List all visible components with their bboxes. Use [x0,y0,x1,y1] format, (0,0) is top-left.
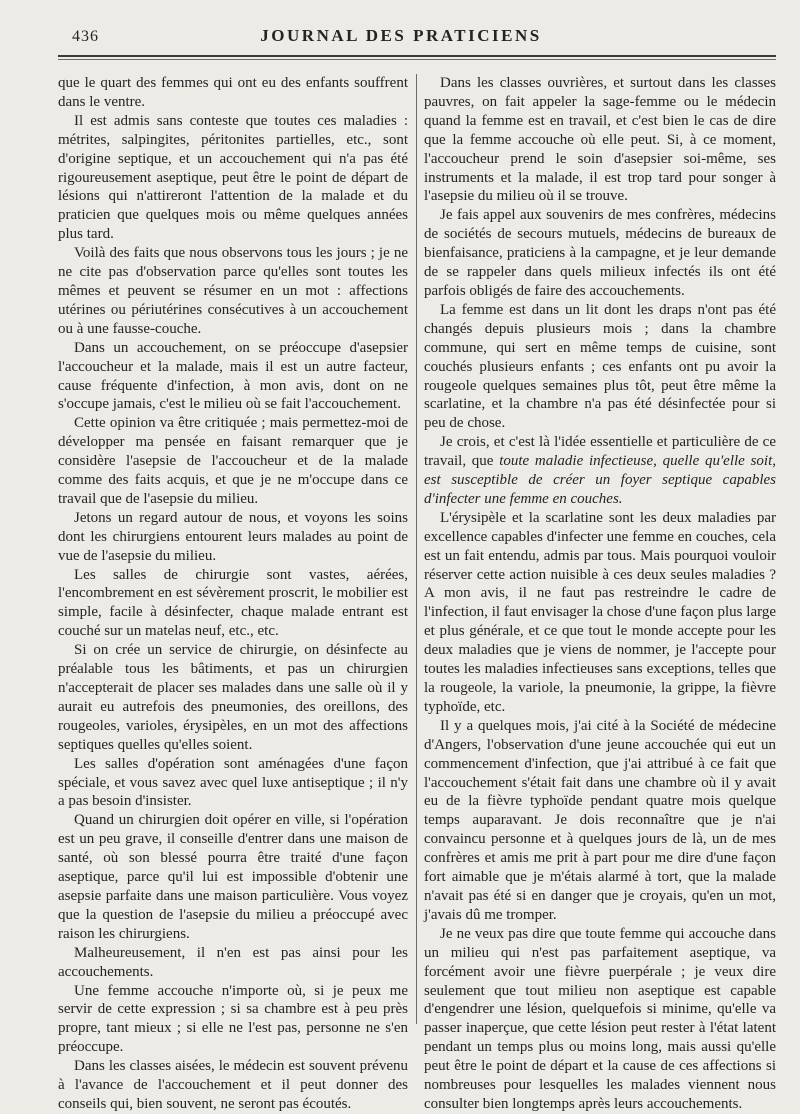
paragraph: Quand un chirurgien doit opérer en ville, si l'opération est un peu grave, il conseille d'entrer dans une maison de santé, où son blessé pourra être traité d'une façon aseptique, parce qu'il lui est impossible d'obtenir une asepsie parfaite dans une maison particulière. Vous voyez que la question de l'asepsie du milieu a préoccupé avec raison les chirurgiens. [58,812,408,942]
paragraph: Les salles de chirurgie sont vastes, aérées, l'encombrement en est sévèrement proscrit, le mobilier est simple, facile à désinfecter, chaque malade entrant est couché sur un matelas neuf, etc., etc. [58,566,408,640]
paragraph: Cette opinion va être critiquée ; mais permettez-moi de développer ma pensée en faisant remarquer que je considère l'asepsie de l'accoucheur et de la malade comme des faits acquis, et que je ne m'occupe dans ce travail que de l'asepsie du milieu. [58,415,408,507]
right-column [424,74,776,1114]
left-column [58,74,408,1114]
paragraph: Si on crée un service de chirurgie, on désinfecte au préalable tous les bâtiments, et pas un chirurgien n'accepterait de placer ses malades dans une salle où il y aurait eu autrefois des pneumonies, des oreillons, des rougeoles, varioles, érysipèles, en un mot des affections septiques quelles qu'elles soient. [58,642,408,753]
paragraph-with-emphasis [424,433,776,509]
paragraph: Je ne veux pas dire que toute femme qui accouche dans un milieu qui n'est pas parfaitement aseptique, va forcément avoir une fièvre puerpérale ; je veux dire seulement que tout milieu non aseptique est capable d'engendrer une lésion, quelquefois si minime, qu'elle va passer inaperçue, que cette lésion peut rester à l'état latent pendant un temps plus ou moins long, mais aussi qu'elle peut être le point de départ et la cause de ces affections si nombreuses pour lesquelles les malades viennent nous consulter bien longtemps après leurs accouchements. [424,925,776,1112]
page-number: 436 [72,28,99,45]
paragraph: Je fais appel aux souvenirs de mes confrères, médecins de sociétés de secours mutuels, médecins de bureaux de bienfaisance, praticiens à la campagne, et je leur demande de se rappeler dans quels milieux infectés ils ont été parfois obligés de faire des accouchements. [424,207,776,299]
paragraph: Il est admis sans conteste que toutes ces maladies : métrites, salpingites, péritonites partielles, etc., sont d'origine septique, et un accouchement qui n'a pas été rigoureusement aseptique, peut être le point de départ de lésions qui n'attireront l'attention de la malade et du praticien que quelques mois ou même quelques années plus tard. [58,112,408,243]
paragraph: Jetons un regard autour de nous, et voyons les soins dont les chirurgiens entourent leurs malades au point de vue de l'asepsie du milieu. [58,509,408,564]
paragraph: Il y a quelques mois, j'ai cité à la Société de médecine d'Angers, l'observation d'une jeune accouchée qui eut un commencement d'infection, que j'ai attribué à ce fait que l'accouchement s'était fait dans une chambre où il y avait eu de la fièvre typhoïde pendant quatre mois quelque temps auparavant. Je dois reconnaître que je n'ai convaincu personne et à quelques jours de là, un de mes confrères et amis me prit à part pour me dire d'une façon fort aimable que je m'étais alarmé à tort, que la malade n'avait pas été si en danger que je croyais, qu'en un mot, j'avais dû me tromper. [424,717,776,923]
paragraph: Dans les classes ouvrières, et surtout dans les classes pauvres, on fait appeler la sage-femme ou le médecin quand la femme est en travail, et c'est bien le cas de dire que la femme accouche où elle peut. Si, à ce moment, l'accoucheur prend le soin d'asepsier soi-même, ses instruments et la malade, il est trop tard pour songer à l'asepsie du milieu où il se trouve. [424,75,776,205]
paragraph-lead-text: Je crois, et c'est là l'idée essentielle et particulière de ce travail, que [424,434,776,470]
page-header [60,26,742,52]
paragraph: La femme est dans un lit dont les draps n'ont pas été changés depuis plusieurs mois ; dans la chambre commune, qui sert en même temps de cuisine, sont couchés plusieurs enfants ; ces enfants ont pu avoir la rougeole quelques semaines plus tôt, peut être même la scarlatine, et la chambre n'a pas été désinfectée pour si peu de chose. [424,301,776,432]
italic-emphasis: toute maladie infectieuse, quelle qu'elle soit, est susceptible de créer un foyer septique capables d'infecter une femme en couches. [424,453,776,507]
paragraph: Dans un accouchement, on se préoccupe d'asepsier l'accoucheur et la malade, mais il est un autre facteur, cause fréquente d'infection, à mon avis, dont on ne s'occupe jamais, c'est le milieu où se fait l'accouchement. [58,339,408,413]
paragraph: Malheureusement, il n'en est pas ainsi pour les accouchements. [58,944,408,980]
paragraph: que le quart des femmes qui ont eu des enfants souffrent dans le ventre. [58,75,408,110]
paragraph: L'érysipèle et la scarlatine sont les deux maladies par excellence capables d'infecter une femme en couches, cela est un fait entendu, admis par tous. Mais pourquoi vouloir réserver cette action nuisible à ces deux seules maladies ? A mon avis, il ne faut pas restreindre le cadre de l'infection, il faut envisager la chose d'une façon plus large et plus générale, et ce que tout le monde accepte pour les deux maladies que je viens de nommer, je l'accepte pour toutes les maladies infectieuses sans exceptions, telles que la rougeole, la variole, la pneumonie, la grippe, la fièvre typhoïde, etc. [424,509,776,715]
header-rule-thin [58,59,776,60]
paragraph: Une femme accouche n'importe où, si je peux me servir de cette expression ; si sa chambre est à peu près propre, tant mieux ; si elle ne l'est pas, personne ne s'en préoccupe. [58,982,408,1056]
header-rule-thick [58,55,776,57]
paragraph: Les salles d'opération sont aménagées d'une façon spéciale, et vous savez avec quel luxe antiseptique ; il n'y a pas besoin d'insister. [58,755,408,810]
paragraph: Voilà des faits que nous observons tous les jours ; je ne ne cite pas d'observation parce qu'elles sont toutes les mêmes et peuvent se résumer en un mot : affections utérines ou périutérines consécutives à un accouchement ou à une fausse-couche. [58,245,408,337]
column-divider [416,74,417,1024]
journal-title: JOURNAL DES PRATICIENS [260,26,542,45]
paragraph: Dans les classes aisées, le médecin est souvent prévenu à l'avance de l'accouchement et il peut donner des conseils qui, bien souvent, ne seront pas écoutés. [58,1058,408,1112]
